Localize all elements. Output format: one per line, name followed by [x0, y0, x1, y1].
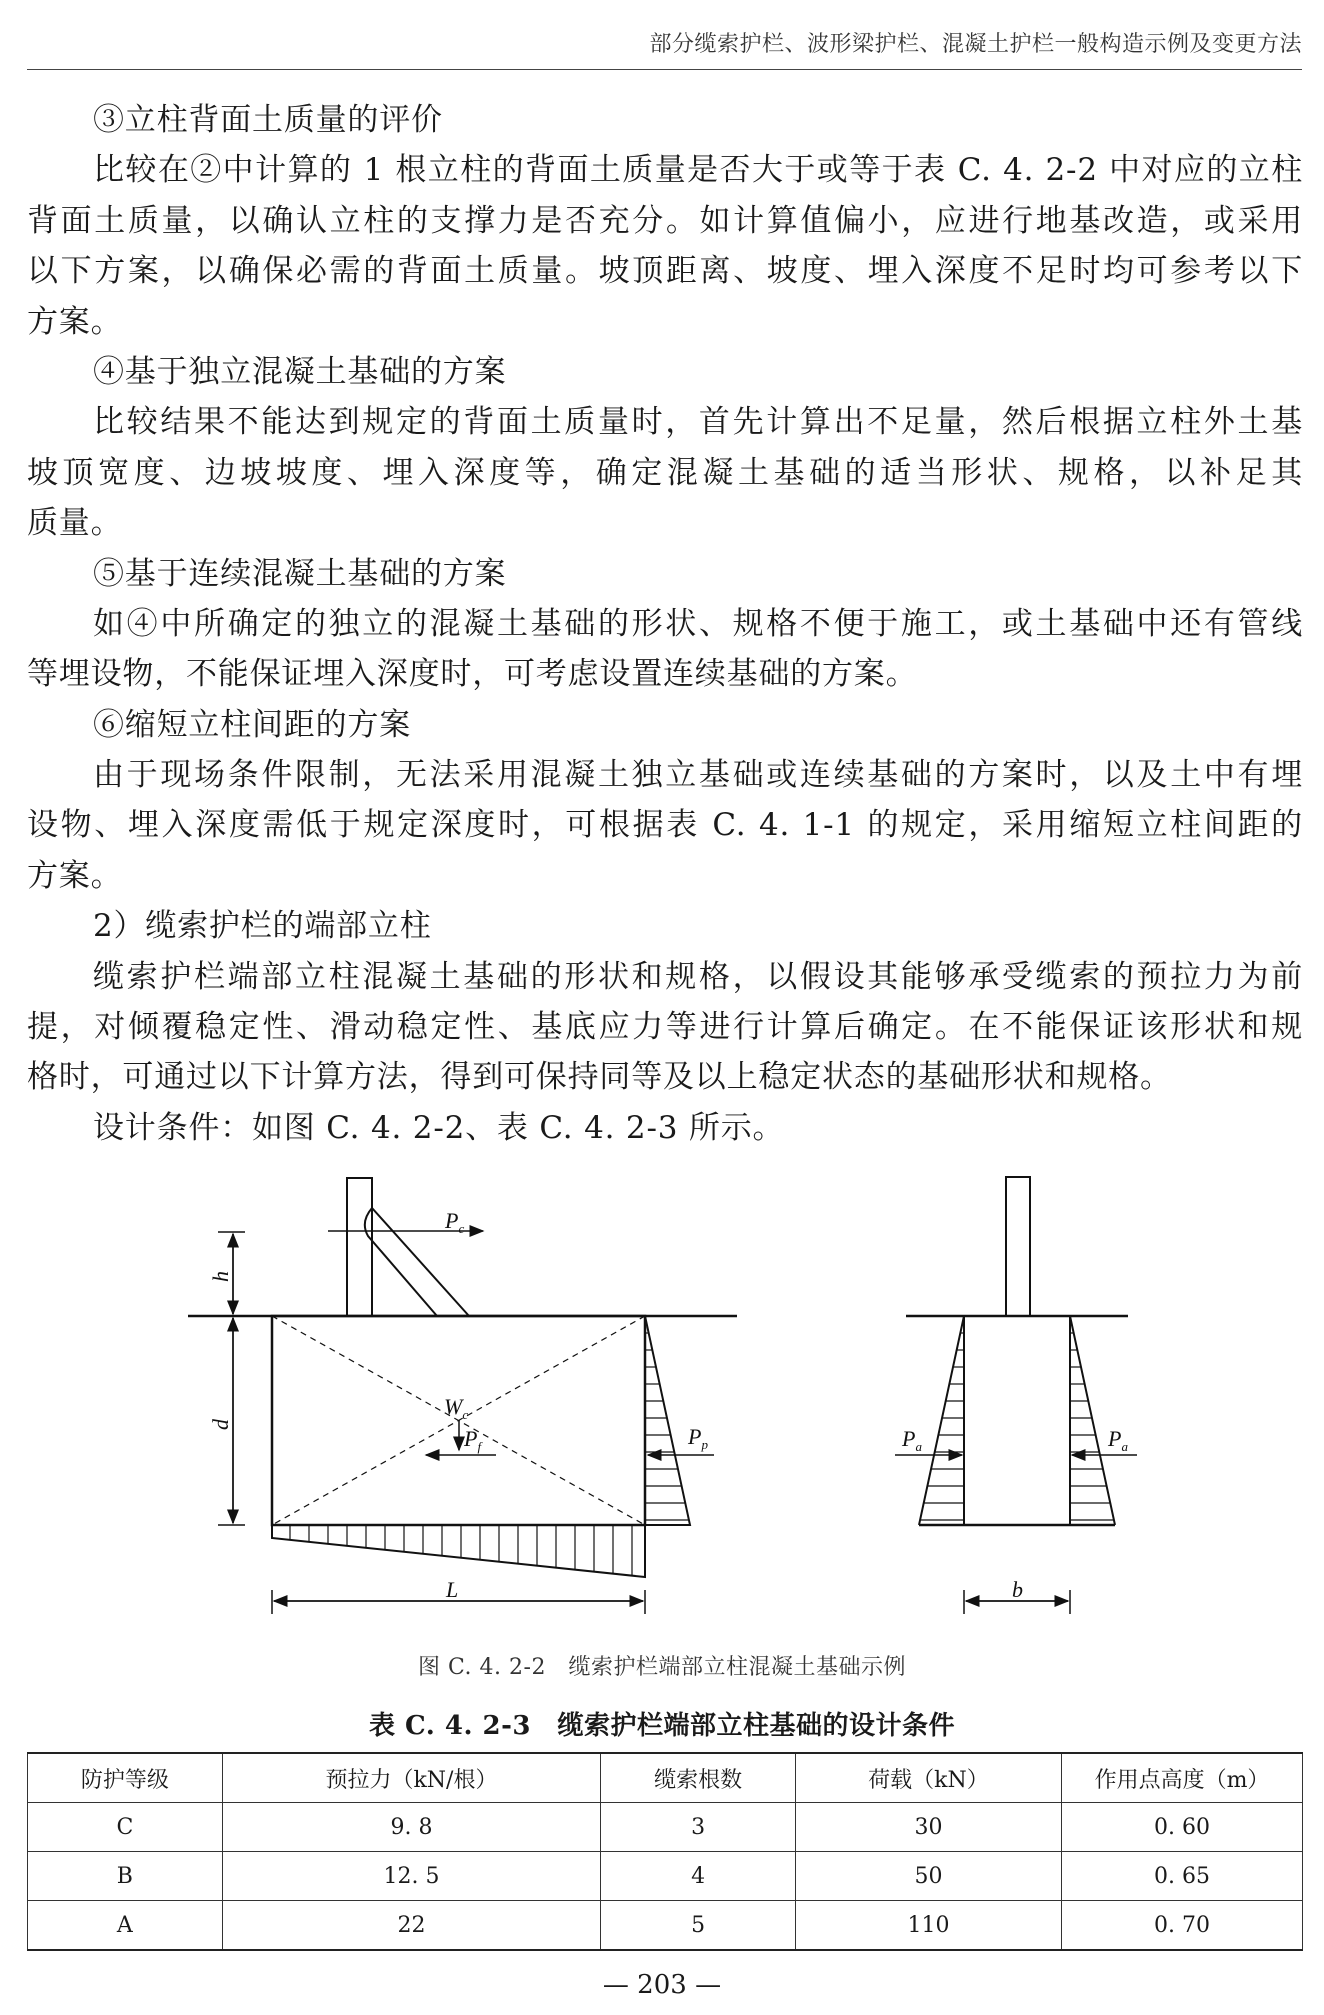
header-cell: 预拉力（kN/根） — [222, 1753, 600, 1803]
table-cell: 50 — [795, 1852, 1061, 1901]
table-title: 表 C. 4. 2-3 缆索护栏端部立柱基础的设计条件 — [368, 1711, 956, 1741]
text-line: ⑥缩短立柱间距的方案 — [93, 706, 411, 743]
design-conditions-table — [27, 1752, 1303, 1951]
table-cell: 22 — [222, 1901, 600, 1951]
front-view — [895, 1177, 1137, 1614]
table-cell: A — [28, 1901, 223, 1951]
header-cell: 荷载（kN） — [795, 1753, 1061, 1803]
text-line: 等埋设物，不能保证埋入深度时，可考虑设置连续基础的方案。 — [27, 656, 918, 693]
text-line: 设计条件：如图 C. 4. 2-2、表 C. 4. 2-3 所示。 — [93, 1109, 785, 1146]
figure-caption: 图 C. 4. 2-2 缆索护栏端部立柱混凝土基础示例 — [418, 1655, 906, 1680]
active-pressure-diagrams — [919, 1316, 1115, 1525]
table-cell: 9. 8 — [222, 1803, 600, 1852]
text-line: 以下方案，以确保必需的背面土质量。坡顶距离、坡度、埋入深度不足时均可参考以下 — [27, 253, 1303, 290]
text-line: 2）缆索护栏的端部立柱 — [93, 908, 432, 945]
table-cell: 12. 5 — [222, 1852, 600, 1901]
text-line: 缆索护栏端部立柱混凝土基础的形状和规格，以假设其能够承受缆索的预拉力为前 — [93, 958, 1303, 995]
text-line: 提，对倾覆稳定性、滑动稳定性、基底应力等进行计算后确定。在不能保证该形状和规 — [27, 1009, 1303, 1046]
table-row — [28, 1852, 1303, 1901]
text-line: 由于现场条件限制，无法采用混凝土独立基础或连续基础的方案时，以及土中有埋 — [93, 757, 1303, 794]
text-line: 方案。 — [27, 303, 123, 340]
table-cell: 0. 70 — [1062, 1901, 1303, 1951]
table-cell: 4 — [601, 1852, 796, 1901]
header-cell: 缆索根数 — [601, 1753, 796, 1803]
text-line: 比较在②中计算的 1 根立柱的背面土质量是否大于或等于表 C. 4. 2-2 中对应的立柱 — [93, 152, 1303, 189]
label-l: L — [446, 1577, 459, 1602]
table-cell: 110 — [795, 1901, 1061, 1951]
label-pf: $P_f$ — [464, 1426, 482, 1454]
label-pc: $P_c$ — [445, 1208, 465, 1236]
table-cell: 0. 65 — [1062, 1852, 1303, 1901]
label-d: d — [208, 1419, 233, 1430]
table-header-row — [28, 1753, 1303, 1803]
label-b: b — [1012, 1577, 1023, 1602]
table-cell: 3 — [601, 1803, 796, 1852]
text-line: 格时，可通过以下计算方法，得到可保持同等及以上稳定状态的基础形状和规格。 — [27, 1059, 1172, 1096]
table-cell: 0. 60 — [1062, 1803, 1303, 1852]
table-row — [28, 1901, 1303, 1951]
l-dimension — [272, 1590, 645, 1614]
text-line: 方案。 — [27, 857, 123, 894]
text-line: ③立柱背面土质量的评价 — [93, 102, 443, 138]
running-header: 部分缆索护栏、波形梁护栏、混凝土护栏一般构造示例及变更方法 — [649, 32, 1302, 57]
side-view — [188, 1178, 737, 1614]
label-h: h — [208, 1271, 233, 1282]
post — [347, 1178, 372, 1316]
text-line: 如④中所确定的独立的混凝土基础的形状、规格不便于施工，或土基础中还有管线 — [93, 605, 1303, 642]
table-cell: 30 — [795, 1803, 1061, 1852]
label-wc: $W_c$ — [444, 1394, 469, 1422]
text-line: 比较结果不能达到规定的背面土质量时，首先计算出不足量，然后根据立柱外土基 — [93, 404, 1303, 441]
text-line: 背面土质量，以确认立柱的支撑力是否充分。如计算值偏小，应进行地基改造，或采用 — [27, 202, 1303, 239]
table-cell: B — [28, 1852, 223, 1901]
base-pressure-diagram — [272, 1525, 645, 1577]
table-row — [28, 1803, 1303, 1852]
label-pa-right: $P_a$ — [1108, 1426, 1128, 1454]
text-line: 坡顶宽度、边坡坡度、埋入深度等，确定混凝土基础的适当形状、规格，以补足其 — [27, 454, 1303, 491]
page-number: — 203 — — [602, 1970, 722, 2000]
text-line: ⑤基于连续混凝土基础的方案 — [93, 555, 507, 592]
post-front — [1006, 1177, 1030, 1316]
passive-pressure-diagram — [645, 1316, 690, 1525]
header-cell: 作用点高度（m） — [1062, 1753, 1303, 1803]
text-line: 质量。 — [27, 505, 123, 542]
text-line: ④基于独立混凝土基础的方案 — [93, 353, 507, 390]
table-cell: 5 — [601, 1901, 796, 1951]
text-line: 设物、埋入深度需低于规定深度时，可根据表 C. 4. 1-1 的规定，采用缩短立柱间距的 — [27, 807, 1303, 844]
table-cell: C — [28, 1803, 223, 1852]
label-pa-left: $P_a$ — [902, 1426, 922, 1454]
label-pp: $P_p$ — [688, 1424, 708, 1452]
header-cell: 防护等级 — [28, 1753, 223, 1803]
